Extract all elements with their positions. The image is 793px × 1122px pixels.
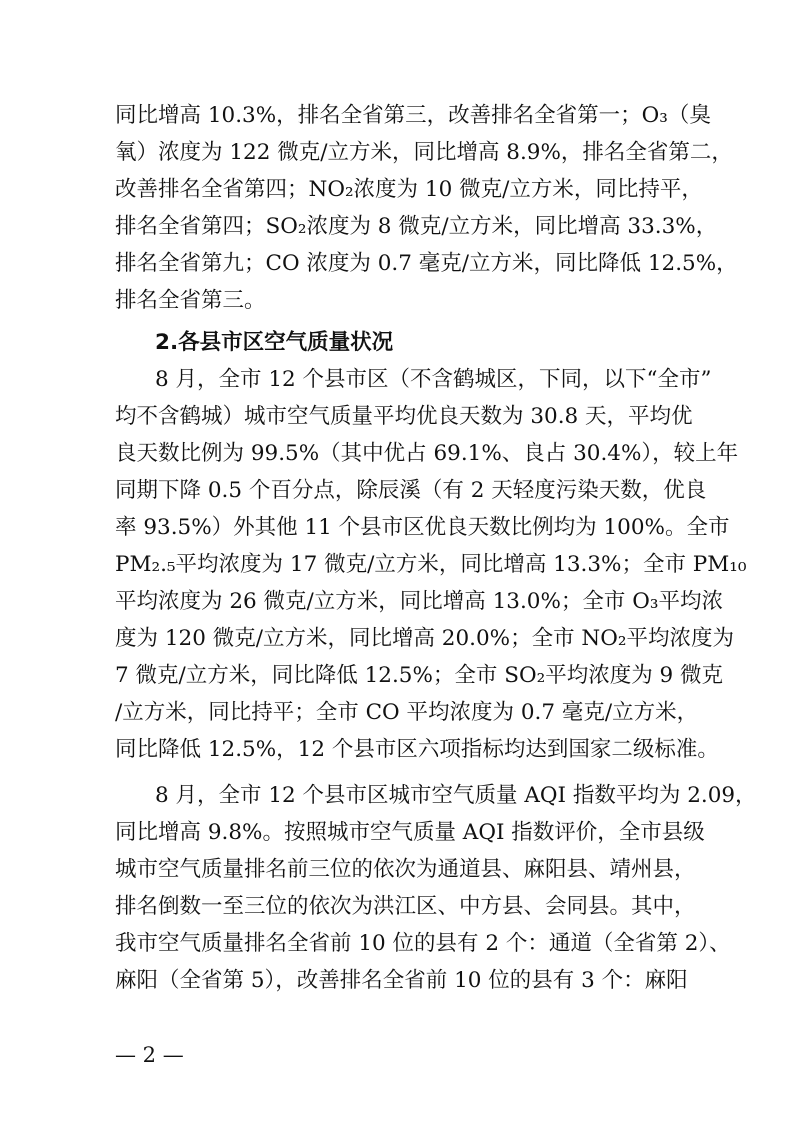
text-line: 排名全省第三。 [115,288,266,313]
text-line: 7 微克/立方米，同比降低 12.5%；全市 SO₂平均浓度为 9 微克 [115,663,724,688]
text-line: 良天数比例为 99.5%（其中优占 69.1%、良占 30.4%），较上年 [115,441,739,466]
text-line: 同比增高 10.3%，排名全省第三，改善排名全省第一；O₃（臭 [115,103,711,128]
section-heading: 2.各县市区空气质量状况 [155,330,394,355]
page-number: — 2 — [115,1043,184,1067]
text-line: /立方米，同比持平；全市 CO 平均浓度为 0.7 毫克/立方米， [115,700,699,725]
text-line: 排名全省第九；CO 浓度为 0.7 毫克/立方米，同比降低 12.5%， [115,251,738,276]
text-line: 均不含鹤城）城市空气质量平均优良天数为 30.8 天，平均优 [115,404,693,429]
text-line: 排名倒数一至三位的依次为洪江区、中方县、会同县。其中， [115,894,696,919]
text-line: 率 93.5%）外其他 11 个县市区优良天数比例均为 100%。全市 [115,515,730,540]
text-line: 排名全省第四；SO₂浓度为 8 微克/立方米，同比增高 33.3%， [115,214,718,239]
text-line: 改善排名全省第四；NO₂浓度为 10 微克/立方米，同比持平， [115,177,703,202]
text-line: 8 月，全市 12 个县市区城市空气质量 AQI 指数平均为 2.09， [155,783,757,808]
text-line: 同期下降 0.5 个百分点，除辰溪（有 2 天轻度污染天数，优良 [115,478,707,503]
text-line: 同比降低 12.5%，12 个县市区六项指标均达到国家二级标准。 [115,737,719,762]
text-line: 度为 120 微克/立方米，同比增高 20.0%；全市 NO₂平均浓度为 [115,626,734,651]
text-line: 同比增高 9.8%。按照城市空气质量 AQI 指数评价，全市县级 [115,820,705,845]
text-line: 8 月，全市 12 个县市区（不含鹤城区，下同，以下“全市” [155,367,712,392]
text-line: 城市空气质量排名前三位的依次为通道县、麻阳县、靖州县， [115,857,696,882]
text-line: 氧）浓度为 122 微克/立方米，同比增高 8.9%，排名全省第二， [115,140,733,165]
text-line: 平均浓度为 26 微克/立方米，同比增高 13.0%；全市 O₃平均浓 [115,589,723,614]
text-line: PM₂.₅平均浓度为 17 微克/立方米，同比增高 13.3%；全市 PM₁₀ [115,552,747,577]
text-line: 麻阳（全省第 5），改善排名全省前 10 位的县有 3 个：麻阳 [115,968,688,993]
text-line: 我市空气质量排名全省前 10 位的县有 2 个：通道（全省第 2）、 [115,931,731,956]
